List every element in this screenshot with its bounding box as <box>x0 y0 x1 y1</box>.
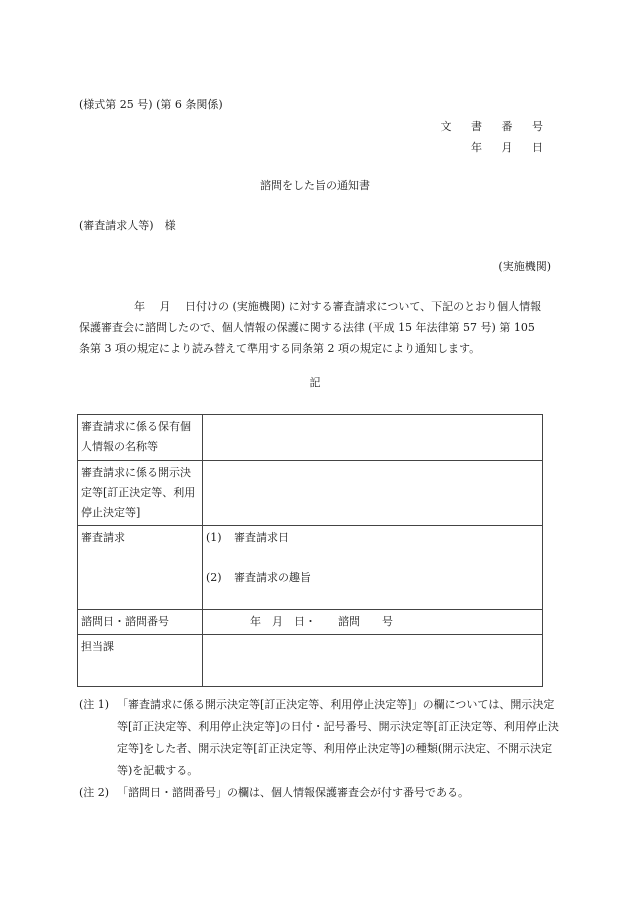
row-value-disclosure-decision <box>203 461 543 526</box>
row-label-department: 担当課 <box>78 635 203 687</box>
row-value-consultation: 年 月 日・ 諮問 号 <box>203 610 543 635</box>
body-line: 条第 3 項の規定により読み替えて準用する同条第 2 項の規定により通知します。 <box>79 342 481 355</box>
details-table <box>77 414 543 687</box>
table-row <box>78 415 543 461</box>
body-line: 保護審査会に諮問したので、個人情報の保護に関する法律 (平成 15 年法律第 57 号) 第 105 <box>79 321 535 334</box>
body-line: 年 月 日付けの (実施機関) に対する審査請求について、下記のとおり個人情報 <box>79 300 542 313</box>
note-item <box>79 782 559 804</box>
note-label: (注 2) <box>79 786 110 799</box>
row-value-personal-info-name <box>203 415 543 461</box>
row-value-request <box>203 526 543 610</box>
request-item-purpose: (2) 審査請求の趣旨 <box>206 571 311 584</box>
row-label-consultation: 諮問日・諮問番号 <box>78 610 203 635</box>
table-row <box>78 526 543 610</box>
note-text: 「審査請求に係る開示決定等[訂正決定等、利用停止決定等]」の欄については、開示決定等[訂正決定等、利用停止決定等]の日付・記号番号、開示決定等[訂正決定等、利用停止決定等]をした者、開示決定等[訂正決定等、利用停止決定等]の種類(開示決定、不開示決定等)を記載する。 <box>117 698 559 777</box>
implementing-agency: (実施機関) <box>498 260 551 273</box>
row-label-personal-info-name: 審査請求に係る保有個人情報の名称等 <box>78 415 203 461</box>
table-row <box>78 610 543 635</box>
document-date-label: 年 月 日 <box>471 141 551 154</box>
body-paragraph <box>79 296 554 359</box>
note-item <box>79 694 559 782</box>
row-label-disclosure-decision: 審査請求に係る開示決定等[訂正決定等、利用停止決定等] <box>78 461 203 526</box>
table-row <box>78 635 543 687</box>
addressee: (審査請求人等) 様 <box>79 219 176 232</box>
table-row <box>78 461 543 526</box>
document-number-label: 文 書 番 号 <box>440 120 551 133</box>
notes <box>79 694 559 804</box>
ki-heading: 記 <box>309 376 321 389</box>
note-label: (注 1) <box>79 698 110 711</box>
spacer <box>206 548 539 568</box>
row-value-department <box>203 635 543 687</box>
request-item-date: (1) 審査請求日 <box>206 531 289 544</box>
form-reference: (様式第 25 号) (第 6 条関係) <box>79 98 223 111</box>
document-title: 諮問をした旨の通知書 <box>260 179 370 192</box>
note-text: 「諮問日・諮問番号」の欄は、個人情報保護審査会が付す番号である。 <box>117 786 469 799</box>
row-label-request: 審査請求 <box>78 526 203 610</box>
